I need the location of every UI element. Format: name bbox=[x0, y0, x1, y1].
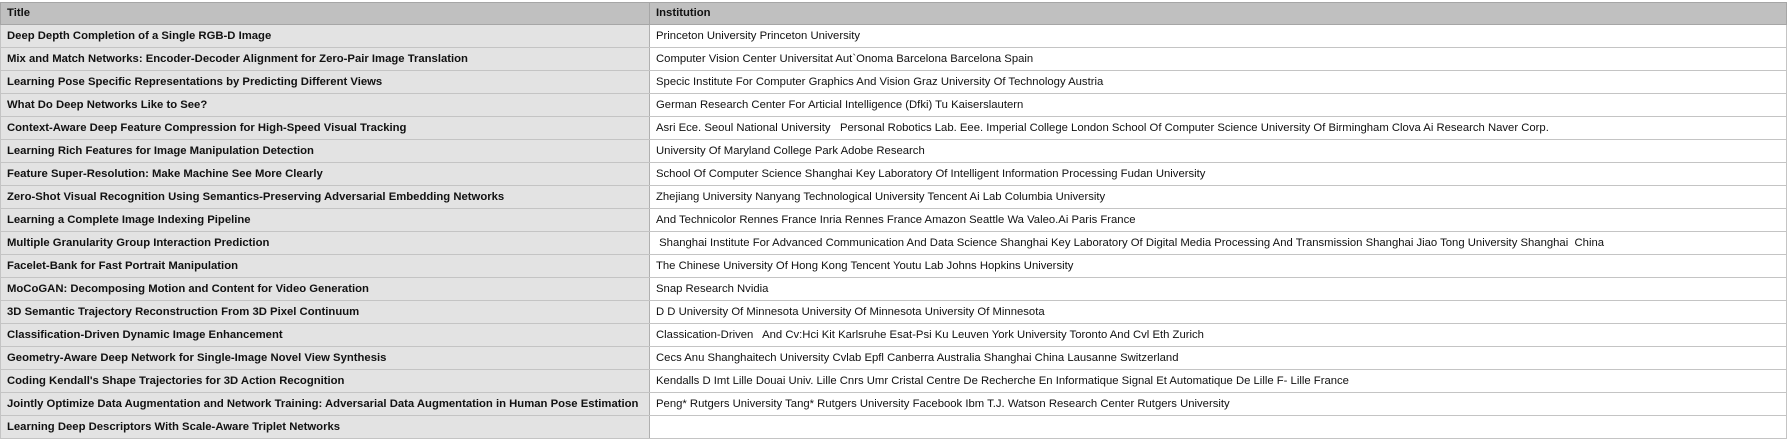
cell-title[interactable]: Learning a Complete Image Indexing Pipeline bbox=[1, 209, 650, 232]
table-row[interactable] bbox=[1, 94, 1787, 117]
cell-institution[interactable]: Kendalls D Imt Lille Douai Univ. Lille Cnrs Umr Cristal Centre De Recherche En Informatique Signal Et Automatique De Lille F- Lille France bbox=[650, 370, 1787, 393]
table-row[interactable] bbox=[1, 416, 1787, 439]
table-row[interactable] bbox=[1, 393, 1787, 416]
cell-title[interactable]: Context-Aware Deep Feature Compression for High-Speed Visual Tracking bbox=[1, 117, 650, 140]
cell-title[interactable]: Coding Kendall's Shape Trajectories for 3D Action Recognition bbox=[1, 370, 650, 393]
table-row[interactable] bbox=[1, 232, 1787, 255]
cell-institution[interactable]: Shanghai Institute For Advanced Communication And Data Science Shanghai Key Laboratory Of Digital Media Processing And Transmission Shanghai Jiao Tong University Shanghai China bbox=[650, 232, 1787, 255]
cell-title[interactable]: Multiple Granularity Group Interaction Prediction bbox=[1, 232, 650, 255]
table-row[interactable] bbox=[1, 255, 1787, 278]
table-row[interactable] bbox=[1, 48, 1787, 71]
cell-title[interactable]: Jointly Optimize Data Augmentation and Network Training: Adversarial Data Augmentation in Human Pose Estimation bbox=[1, 393, 650, 416]
table-row[interactable] bbox=[1, 370, 1787, 393]
table-row[interactable] bbox=[1, 347, 1787, 370]
cell-institution[interactable]: University Of Maryland College Park Adobe Research bbox=[650, 140, 1787, 163]
cell-title[interactable]: Learning Rich Features for Image Manipulation Detection bbox=[1, 140, 650, 163]
cell-title[interactable]: Learning Deep Descriptors With Scale-Aware Triplet Networks bbox=[1, 416, 650, 439]
cell-title[interactable]: Learning Pose Specific Representations by Predicting Different Views bbox=[1, 71, 650, 94]
table-row[interactable] bbox=[1, 278, 1787, 301]
cell-institution[interactable]: Snap Research Nvidia bbox=[650, 278, 1787, 301]
table-row[interactable] bbox=[1, 25, 1787, 48]
cell-title[interactable]: Facelet-Bank for Fast Portrait Manipulation bbox=[1, 255, 650, 278]
table-row[interactable] bbox=[1, 301, 1787, 324]
papers-table bbox=[0, 2, 1787, 439]
table-row[interactable] bbox=[1, 209, 1787, 232]
cell-institution[interactable]: School Of Computer Science Shanghai Key Laboratory Of Intelligent Information Processing Fudan University bbox=[650, 163, 1787, 186]
cell-institution[interactable]: Classication-Driven And Cv:Hci Kit Karlsruhe Esat-Psi Ku Leuven York University Toronto And Cvl Eth Zurich bbox=[650, 324, 1787, 347]
table-row[interactable] bbox=[1, 186, 1787, 209]
cell-institution[interactable]: Zhejiang University Nanyang Technological University Tencent Ai Lab Columbia University bbox=[650, 186, 1787, 209]
cell-institution[interactable]: German Research Center For Articial Intelligence (Dfki) Tu Kaiserslautern bbox=[650, 94, 1787, 117]
cell-title[interactable]: Mix and Match Networks: Encoder-Decoder Alignment for Zero-Pair Image Translation bbox=[1, 48, 650, 71]
cell-title[interactable]: Classification-Driven Dynamic Image Enhancement bbox=[1, 324, 650, 347]
cell-institution[interactable]: D D University Of Minnesota University Of Minnesota University Of Minnesota bbox=[650, 301, 1787, 324]
cell-title[interactable]: What Do Deep Networks Like to See? bbox=[1, 94, 650, 117]
cell-institution[interactable]: Specic Institute For Computer Graphics And Vision Graz University Of Technology Austria bbox=[650, 71, 1787, 94]
cell-title[interactable]: Deep Depth Completion of a Single RGB-D Image bbox=[1, 25, 650, 48]
table-body bbox=[1, 25, 1787, 439]
cell-institution[interactable]: Asri Ece. Seoul National University Personal Robotics Lab. Eee. Imperial College London School Of Computer Science University Of Birmingham Clova Ai Research Naver Corp. bbox=[650, 117, 1787, 140]
column-header-title[interactable]: Title bbox=[1, 3, 650, 25]
table-row[interactable] bbox=[1, 140, 1787, 163]
cell-institution[interactable]: Cecs Anu Shanghaitech University Cvlab Epfl Canberra Australia Shanghai China Lausanne Switzerland bbox=[650, 347, 1787, 370]
cell-institution[interactable]: Peng* Rutgers University Tang* Rutgers University Facebook Ibm T.J. Watson Research Center Rutgers University bbox=[650, 393, 1787, 416]
header-row bbox=[1, 3, 1787, 25]
column-header-institution[interactable]: Institution bbox=[650, 3, 1787, 25]
table-row[interactable] bbox=[1, 71, 1787, 94]
cell-institution[interactable]: Computer Vision Center Universitat Aut`Onoma Barcelona Barcelona Spain bbox=[650, 48, 1787, 71]
table-row[interactable] bbox=[1, 324, 1787, 347]
cell-institution[interactable]: And Technicolor Rennes France Inria Rennes France Amazon Seattle Wa Valeo.Ai Paris France bbox=[650, 209, 1787, 232]
table-row[interactable] bbox=[1, 117, 1787, 140]
table-row[interactable] bbox=[1, 163, 1787, 186]
cell-title[interactable]: 3D Semantic Trajectory Reconstruction From 3D Pixel Continuum bbox=[1, 301, 650, 324]
cell-title[interactable]: MoCoGAN: Decomposing Motion and Content for Video Generation bbox=[1, 278, 650, 301]
cell-title[interactable]: Feature Super-Resolution: Make Machine See More Clearly bbox=[1, 163, 650, 186]
cell-institution[interactable] bbox=[650, 416, 1787, 439]
cell-title[interactable]: Zero-Shot Visual Recognition Using Semantics-Preserving Adversarial Embedding Networks bbox=[1, 186, 650, 209]
cell-institution[interactable]: Princeton University Princeton University bbox=[650, 25, 1787, 48]
cell-institution[interactable]: The Chinese University Of Hong Kong Tencent Youtu Lab Johns Hopkins University bbox=[650, 255, 1787, 278]
cell-title[interactable]: Geometry-Aware Deep Network for Single-Image Novel View Synthesis bbox=[1, 347, 650, 370]
